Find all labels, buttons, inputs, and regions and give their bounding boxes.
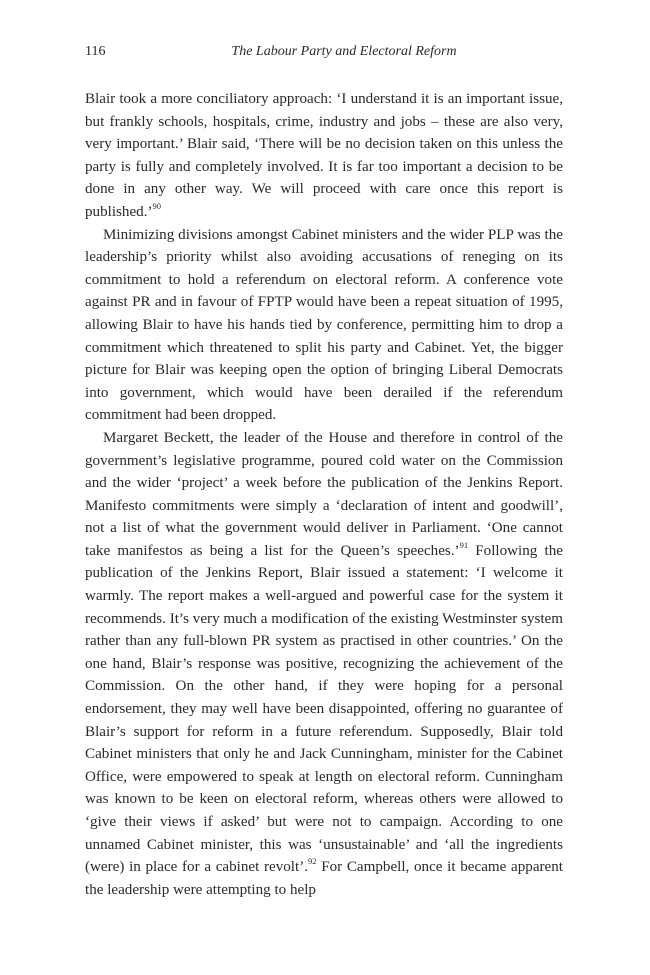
running-title: The Labour Party and Electoral Reform — [231, 44, 457, 59]
paragraph — [85, 224, 563, 427]
paragraph-text: For Campbell, once it became apparent the leadership were attempting to help — [85, 859, 563, 898]
page-number: 116 — [85, 44, 106, 59]
paragraph — [85, 427, 563, 901]
body-text — [85, 88, 563, 901]
footnote-ref: 90 — [152, 200, 161, 211]
running-head — [85, 44, 563, 64]
paragraph — [85, 88, 563, 224]
paragraph-text: Blair took a more conciliatory approach: ‘I understand it is an important issue, but frankly schools, hospitals, crime, industry and jobs – these are also very, very important.’ Blair said, ‘There will be no decision taken on this unless the party is fully and completely involved. It is far too important a decision to be done in any other way. We will proceed with care once this report is published.’ — [85, 91, 563, 220]
paragraph-text: Margaret Beckett, the leader of the House and therefore in control of the government’s legislative programme, poured cold water on the Commission and the wider ‘project’ a week before the publication of the Jenkins Report. Manifesto commitments were simply a ‘declaration of intent and goodwill’, not a list of what the government would deliver in Parliament. ‘One cannot take manifestos as being a list for the Queen’s speeches.’ — [85, 429, 563, 559]
footnote-ref: 92 — [308, 856, 317, 867]
footnote-ref: 91 — [459, 539, 469, 550]
paragraph-text: Minimizing divisions amongst Cabinet ministers and the wider PLP was the leadership’s priority whilst also avoiding accusations of reneging on its commitment to hold a referendum on electoral reform. A conference vote against PR and in favour of FPTP would have been a repeat situation of 1995, allowing Blair to have his hands tied by conference, permitting him to drop a commitment which threatened to split his party and Cabinet. Yet, the bigger picture for Blair was keeping open the option of bringing Liberal Democrats into government, which would have been derailed if the referendum commitment had been dropped. — [85, 226, 563, 424]
paragraph-text: Following the publication of the Jenkins Report, Blair issued a statement: ‘I welcome it warmly. The report makes a well-argued and powerful case for the system it recommends. It’s very much a modification of the existing Westminster system rather than any full-blown PR system as practised in other countries.’ On the one hand, Blair’s response was positive, recognizing the achievement of the Commission. On the other hand, if they were hoping for a personal endorsement, they may well have been disappointed, offering no guarantee of Blair’s support for reform in a future referendum. Supposedly, Blair told Cabinet ministers that only he and Jack Cunningham, minister for the Cabinet Office, were empowered to speak at length on electoral reform. Cunningham was known to be keen on electoral reform, whereas others were allowed to ‘give their views if asked’ but were not to campaign. According to one unnamed Cabinet minister, this was ‘unsustainable’ and ‘all the ingredients (were) in place for a cabinet revolt’. — [85, 542, 563, 876]
